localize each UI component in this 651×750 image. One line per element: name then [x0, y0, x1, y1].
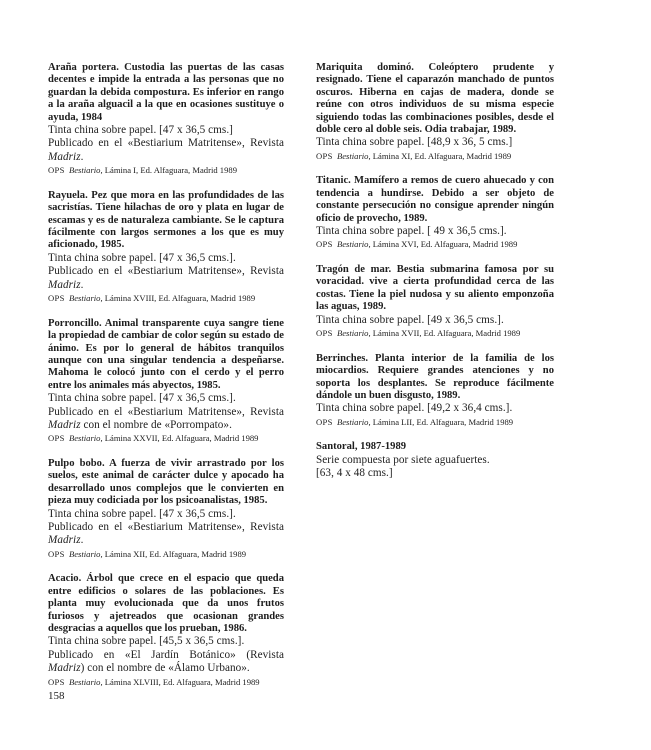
entry-description: Mariquita dominó. Coleóptero prudente y resignado. Tiene el caparazón manchado de puntos oscuros. Hiberna en cajas de madera, donde se reúne con otros individuos de su misma especie siguiendo todas las combinaciones posibles, desde el doble cero al doble seis. Odia trabajar, 1989.: [316, 62, 554, 136]
catalog-entry-santoral: [316, 441, 554, 480]
publication-magazine: Madriz: [48, 150, 81, 163]
ops-tag: OPS: [48, 676, 65, 687]
ops-book-title: Bestiario: [336, 239, 369, 250]
entry-technique: Tinta china sobre papel. [47 x 36,5 cms.]: [48, 124, 233, 137]
ops-tag: OPS: [48, 165, 65, 176]
ops-plate: , Lámina LII, Ed. Alfaguara, Madrid 1989: [368, 416, 514, 427]
entry-technique: Tinta china sobre papel. [49,2 x 36,4 cms.].: [316, 402, 513, 415]
entry-publication: [48, 265, 284, 292]
ops-tag: OPS: [316, 416, 333, 427]
entry-technique: Tinta china sobre papel. [47 x 36,5 cms.].: [48, 251, 236, 264]
entry-publication: [48, 521, 284, 548]
ops-book-title: Bestiario: [336, 150, 369, 161]
entry-publication: [48, 649, 284, 676]
catalog-entry-berrinches: [316, 353, 554, 429]
publication-text: Publicado en el «Bestiarium Matritense», Revista: [48, 265, 284, 278]
entry-series: Serie compuesta por siete aguafuertes.: [316, 453, 490, 466]
entry-technique: Tinta china sobre papel. [48,9 x 36, 5 cms.]: [316, 136, 513, 149]
publication-text: Publicado en «El Jardín Botánico» (Revista: [48, 648, 284, 661]
entry-description: Tragón de mar. Bestia submarina famosa por su voracidad. vive a cierta profundidad cerca de las costas. Tiene la piel nudosa y su aliento emponzoña las aguas, 1989.: [316, 264, 554, 313]
entry-technique: Tinta china sobre papel. [49 x 36,5 cms.].: [316, 313, 504, 326]
ops-plate: , Lámina XLVIII, Ed. Alfaguara, Madrid 1989: [100, 676, 260, 687]
ops-plate: , Lámina XXVII, Ed. Alfaguara, Madrid 1989: [100, 433, 259, 444]
entry-description: Pulpo bobo. A fuerza de vivir arrastrado por los suelos, este animal de carácter dulce y apocado ha desarrollado unos complejos que le convierten en pieza muy codiciada por los psicoanalistas, 1985.: [48, 457, 284, 507]
entry-ops-reference: [48, 165, 284, 177]
ops-book-title: Bestiario: [336, 328, 369, 339]
publication-magazine: Madriz: [48, 418, 81, 431]
catalog-entry-acacio: [48, 573, 284, 688]
entry-ops-reference: [316, 239, 554, 251]
entry-technique: Tinta china sobre papel. [47 x 36,5 cms.].: [48, 392, 236, 405]
entry-ops-reference: [316, 417, 554, 429]
entry-description: Acacio. Árbol que crece en el espacio que queda entre edificios o solares de las poblaciones. Es planta muy evolucionada que da unos frutos furiosos y ajetreados que ocasionan grandes desgracias a aquellos que los prueban, 1986.: [48, 573, 284, 634]
entry-dimensions: [63, 4 x 48 cms.]: [316, 467, 393, 480]
entry-description: Araña portera. Custodia las puertas de las casas decentes e impide la entrada a las personas que no guardan la debida compostura. Es inferior en rango a la araña alguacil a la que en ocasiones sustituye o ayuda, 1984: [48, 62, 284, 123]
ops-book-title: Bestiario: [68, 293, 101, 304]
ops-plate: , Lámina XVIII, Ed. Alfaguara, Madrid 1989: [100, 293, 256, 304]
catalog-entry-rayuela: [48, 190, 284, 305]
publication-text: con el nombre de «Porrompato».: [80, 418, 232, 431]
entry-technique: Tinta china sobre papel. [45,5 x 36,5 cms.].: [48, 635, 245, 648]
publication-magazine: Madriz: [48, 278, 81, 291]
ops-plate: , Lámina XVI, Ed. Alfaguara, Madrid 1989: [368, 239, 518, 250]
page-number: 158: [48, 690, 65, 702]
ops-plate: , Lámina XII, Ed. Alfaguara, Madrid 1989: [100, 548, 247, 559]
entry-publication: [48, 406, 284, 433]
publication-text: .: [80, 534, 84, 547]
publication-text: .: [80, 278, 84, 291]
ops-tag: OPS: [316, 328, 333, 339]
entry-ops-reference: [48, 549, 284, 561]
entry-description: Berrinches. Planta interior de la familia de los miocardios. Requiere grandes atenciones y no soporta los desplantes. Se reproduce fácilmente dándole un buen disgusto, 1989.: [316, 352, 554, 401]
entry-ops-reference: [316, 151, 554, 163]
ops-book-title: Bestiario: [68, 548, 101, 559]
ops-book-title: Bestiario: [68, 676, 101, 687]
publication-text: .: [80, 150, 84, 163]
publication-text: Publicado en el «Bestiarium Matritense», Revista: [48, 405, 284, 418]
ops-plate: , Lámina XI, Ed. Alfaguara, Madrid 1989: [368, 150, 512, 161]
ops-tag: OPS: [48, 433, 65, 444]
catalog-entry-pulpo-bobo: [48, 458, 284, 560]
catalog-entry-arana-portera: [48, 62, 284, 177]
catalog-entry-mariquita-domino: [316, 62, 554, 162]
entry-technique: Tinta china sobre papel. [47 x 36,5 cms.].: [48, 507, 236, 520]
entry-publication: [48, 137, 284, 164]
ops-plate: , Lámina I, Ed. Alfaguara, Madrid 1989: [100, 165, 237, 176]
ops-tag: OPS: [48, 293, 65, 304]
ops-tag: OPS: [48, 548, 65, 559]
publication-magazine: Madriz: [48, 534, 81, 547]
entry-ops-reference: [48, 677, 284, 689]
ops-book-title: Bestiario: [68, 433, 101, 444]
publication-text: ) con el nombre de «Álamo Urbano».: [80, 662, 250, 675]
publication-text: Publicado en el «Bestiarium Matritense», Revista: [48, 520, 284, 533]
ops-book-title: Bestiario: [336, 416, 369, 427]
catalog-entry-titanic: [316, 175, 554, 251]
entry-ops-reference: [48, 433, 284, 445]
entry-technique: Tinta china sobre papel. [ 49 x 36,5 cms.].: [316, 225, 507, 238]
entry-ops-reference: [316, 328, 554, 340]
ops-book-title: Bestiario: [68, 165, 101, 176]
entry-ops-reference: [48, 293, 284, 305]
publication-text: Publicado en el «Bestiarium Matritense», Revista: [48, 137, 284, 150]
entry-description: Porroncillo. Animal transparente cuya sangre tiene la propiedad de cambiar de color según su estado de ánimo. Es por lo general de hábitos tranquilos aunque con una singular tendencia a despeñarse. Mahoma le colocó junto con el cerdo y el perro entre los animales más abyectos, 1985.: [48, 317, 284, 391]
left-column: [48, 62, 284, 701]
entry-description: Santoral, 1987-1989: [316, 441, 407, 453]
entry-description: Titanic. Mamífero a remos de cuero ahuecado y con tendencia a hundirse. Debido a ser objeto de constante persecución no consigue aprender ningún oficio de provecho, 1989.: [316, 175, 554, 224]
catalog-entry-porroncillo: [48, 318, 284, 445]
ops-plate: , Lámina XVII, Ed. Alfaguara, Madrid 1989: [368, 328, 521, 339]
publication-magazine: Madriz: [48, 662, 81, 675]
ops-tag: OPS: [316, 239, 333, 250]
right-column: [316, 62, 554, 494]
catalog-entry-tragon-de-mar: [316, 264, 554, 340]
entry-description: Rayuela. Pez que mora en las profundidades de las sacristías. Tiene hilachas de oro y plata en lugar de escamas y es de naturaleza cambiante. Se le captura fácilmente con largos sermones a los que es muy aficionado, 1985.: [48, 189, 284, 251]
ops-tag: OPS: [316, 150, 333, 161]
